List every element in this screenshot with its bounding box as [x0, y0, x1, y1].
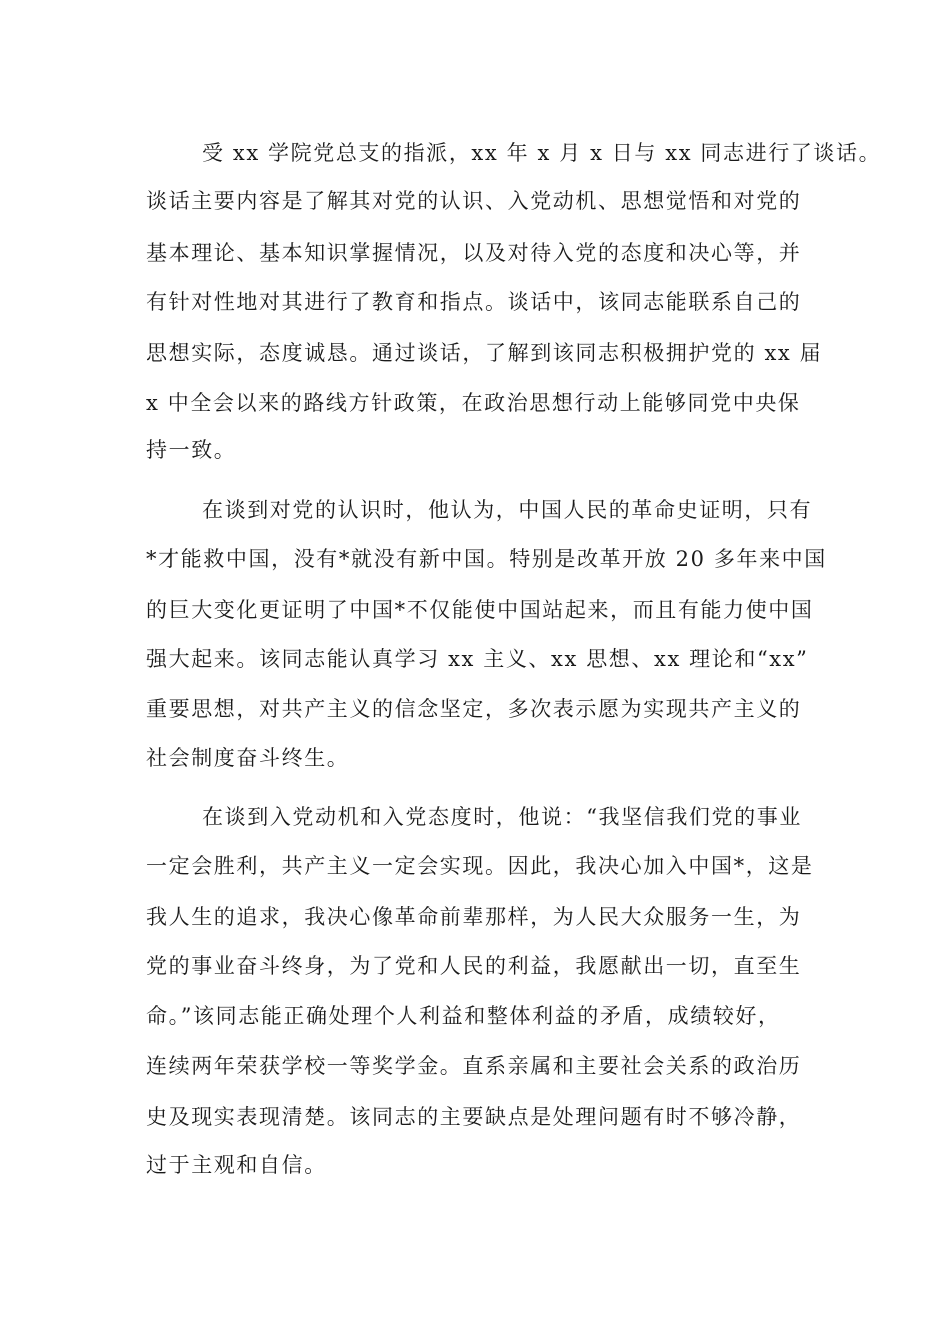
- paragraph-3-line-8: 过于主观和自信。: [146, 1153, 327, 1177]
- paragraph-2-line-2: *才能救中国，没有*就没有新中国。特别是改革开放 20 多年来中国: [146, 547, 827, 571]
- paragraph-3-line-7: 史及现实表现清楚。该同志的主要缺点是处理问题有时不够冷静，: [146, 1105, 802, 1129]
- paragraph-1-line-2: 谈话主要内容是了解其对党的认识、入党动机、思想觉悟和对党的: [146, 189, 802, 213]
- paragraph-2-line-4: 强大起来。该同志能认真学习 xx 主义、xx 思想、xx 理论和“xx”: [146, 647, 809, 671]
- paragraph-3-line-4: 党的事业奋斗终身，为了党和人民的利益，我愿献出一切，直至生: [146, 954, 802, 978]
- paragraph-3-line-2: 一定会胜利，共产主义一定会实现。因此，我决心加入中国*，这是: [146, 854, 814, 878]
- paragraph-1-line-7: 持一致。: [146, 438, 237, 462]
- paragraph-1-line-1: 受 xx 学院党总支的指派，xx 年 x 月 x 日与 xx 同志进行了谈话。: [202, 141, 882, 165]
- paragraph-2-line-1: 在谈到对党的认识时，他认为，中国人民的革命史证明，只有: [202, 498, 813, 522]
- paragraph-1-line-5: 思想实际，态度诚恳。通过谈话，了解到该同志积极拥护党的 xx 届: [146, 341, 823, 365]
- paragraph-3-line-3: 我人生的追求，我决心像革命前辈那样，为人民大众服务一生，为: [146, 905, 802, 929]
- paragraph-3-line-5: 命。”该同志能正确处理个人利益和整体利益的矛盾，成绩较好，: [146, 1004, 781, 1028]
- paragraph-3-line-6: 连续两年荣获学校一等奖学金。直系亲属和主要社会关系的政治历: [146, 1054, 802, 1078]
- paragraph-1-line-4: 有针对性地对其进行了教育和指点。谈话中，该同志能联系自己的: [146, 290, 802, 314]
- paragraph-3-line-1: 在谈到入党动机和入党态度时，他说：“我坚信我们党的事业: [202, 805, 802, 829]
- paragraph-2-line-5: 重要思想，对共产主义的信念坚定，多次表示愿为实现共产主义的: [146, 697, 802, 721]
- paragraph-1-line-6: x 中全会以来的路线方针政策，在政治思想行动上能够同党中央保: [146, 391, 801, 415]
- paragraph-2-line-6: 社会制度奋斗终生。: [146, 746, 350, 770]
- paragraph-1-line-3: 基本理论、基本知识掌握情况，以及对待入党的态度和决心等，并: [146, 241, 802, 265]
- paragraph-2-line-3: 的巨大变化更证明了中国*不仅能使中国站起来，而且有能力使中国: [146, 598, 814, 622]
